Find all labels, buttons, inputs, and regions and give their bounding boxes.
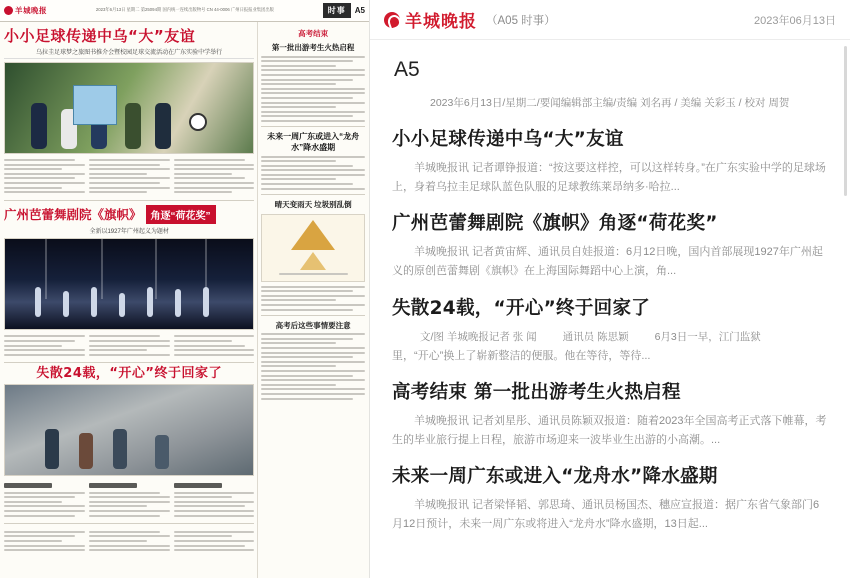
logo-dot-icon	[4, 6, 13, 15]
reader-brand-name: 羊城晚报	[405, 12, 477, 32]
reader-pane	[370, 0, 850, 578]
reader-scrollbar[interactable]	[844, 46, 847, 196]
scan-photo-ballet	[4, 238, 254, 330]
reader-header	[370, 0, 850, 40]
scan-photo-football	[4, 62, 254, 154]
article-title[interactable]: 小小足球传递中乌“大”友谊	[392, 128, 624, 150]
scan-masthead	[0, 0, 369, 22]
scan-lead-subhead: 乌拉圭足球梦之旅图书推介会暨校园足球交流活动在广东实验中学举行	[4, 47, 254, 59]
scan-side-title-2: 第一批出游考生火热启程	[271, 43, 355, 52]
scan-lead-headline: 小小足球传递中乌“大”友谊	[4, 27, 196, 45]
scan-page-tag: A5	[354, 6, 365, 15]
scan-ballet-tag: 角逐“荷花奖”	[146, 205, 216, 224]
masthead-credits: 2023年6月13日/星期二/要闻编辑部主编/责编 刘名再 / 美编 关彩玉 / 校对 周贺	[430, 97, 790, 109]
scan-section-tag: 时事	[323, 3, 351, 18]
scan-side-title-5: 高考后这些事情要注意	[275, 320, 351, 330]
scan-ballet-caption: 全新以1927年广州起义为题材	[89, 228, 169, 235]
scan-ballet-heading	[4, 205, 254, 224]
page-code: A5	[394, 58, 420, 81]
article-title[interactable]: 广州芭蕾舞剧院《旗帜》角逐“荷花奖”	[392, 213, 718, 235]
scan-side-title-1: 高考结束	[298, 29, 329, 38]
article-item[interactable]	[392, 381, 828, 450]
scan-masthead-logo	[4, 5, 47, 16]
byline-author: 文/图 羊城晚报记者 张 闻	[420, 330, 537, 343]
scan-side-ad	[261, 214, 365, 282]
scan-side-title-4: 晴天变雨天 垃圾别乱倒	[274, 199, 352, 209]
reader-article-list[interactable]	[370, 40, 850, 578]
scan-bottom-text	[4, 528, 254, 554]
article-summary: 羊城晚报讯 记者黄宙辉、通讯员自娃报道：6月12日晚，国内首部展现1927年广州起义的原创芭蕾舞剧《旗帜》在上海国际舞蹈中心上演，角...	[392, 246, 823, 278]
article-summary: 羊城晚报讯 记者梁怿韬、郭思琦、通讯员杨国杰、穗应宣报道：据广东省气象部门6月12日预计，未来一周广东或将进入“龙舟水”降水盛期，13日起...	[392, 499, 820, 531]
scan-ballet-title: 广州芭蕾舞剧院《旗帜》	[4, 208, 142, 223]
article-summary: 里，“开心”换上了崭新整洁的便服。他在等待，等待...	[392, 349, 651, 362]
scan-fineprint: 2023年6月13日 星期二 第25094期 国内统一连续出版物号 CN 44-0006 广州日报报业集团出版	[95, 7, 274, 13]
article-item[interactable]	[392, 297, 828, 366]
byline-correspondent: 通讯员 陈思颖	[562, 330, 629, 343]
article-summary: 羊城晚报讯 记者刘星彤、通讯员陈颖双报道：随着2023年全国高考正式落下帷幕，考生的毕业旅行提上日程，旅游市场迎来一波毕业生出游的小高潮。...	[392, 414, 827, 447]
article-item[interactable]	[392, 212, 828, 281]
scan-brand: 羊城晚报	[15, 6, 47, 15]
article-title[interactable]: 高考结束 第一批出游考生火热启程	[392, 381, 681, 403]
scan-photo-reunion	[4, 384, 254, 476]
byline-lead: 6月3日一早，江门监狱	[654, 330, 761, 343]
scan-lead-text	[4, 157, 254, 196]
scan-side-title-3: 未来一周广东或进入“龙舟水”降水盛期	[267, 131, 360, 152]
article-item[interactable]	[392, 465, 828, 534]
scan-reunion-text	[4, 479, 254, 520]
article-title[interactable]: 失散24载，“开心”终于回家了	[392, 297, 651, 319]
article-summary: 羊城晚报讯 记者谭铮报道：“按这要这样控，可以这样转身。”在广东实验中学的足球场上，身着乌拉圭足球队蓝色队服的足球教练莱昂纳多·哈拉...	[392, 161, 826, 193]
ycwb-logo-icon	[384, 12, 400, 28]
article-byline	[392, 328, 828, 347]
newspaper-scan-pane[interactable]	[0, 0, 370, 578]
scan-main-column	[0, 22, 257, 578]
article-title[interactable]: 未来一周广东或进入“龙舟水”降水盛期	[392, 466, 718, 488]
reader-date-label: 2023年06月13日	[754, 14, 836, 27]
scan-ballet-text	[4, 333, 254, 359]
reader-brand[interactable]	[384, 7, 477, 32]
scan-reunion-headline: 失散24载，“开心”终于回家了	[36, 366, 222, 382]
reader-section-label: （A05 时事）	[486, 14, 556, 27]
article-item[interactable]	[392, 128, 828, 197]
scan-body	[0, 22, 369, 578]
scan-side-column	[257, 22, 369, 578]
